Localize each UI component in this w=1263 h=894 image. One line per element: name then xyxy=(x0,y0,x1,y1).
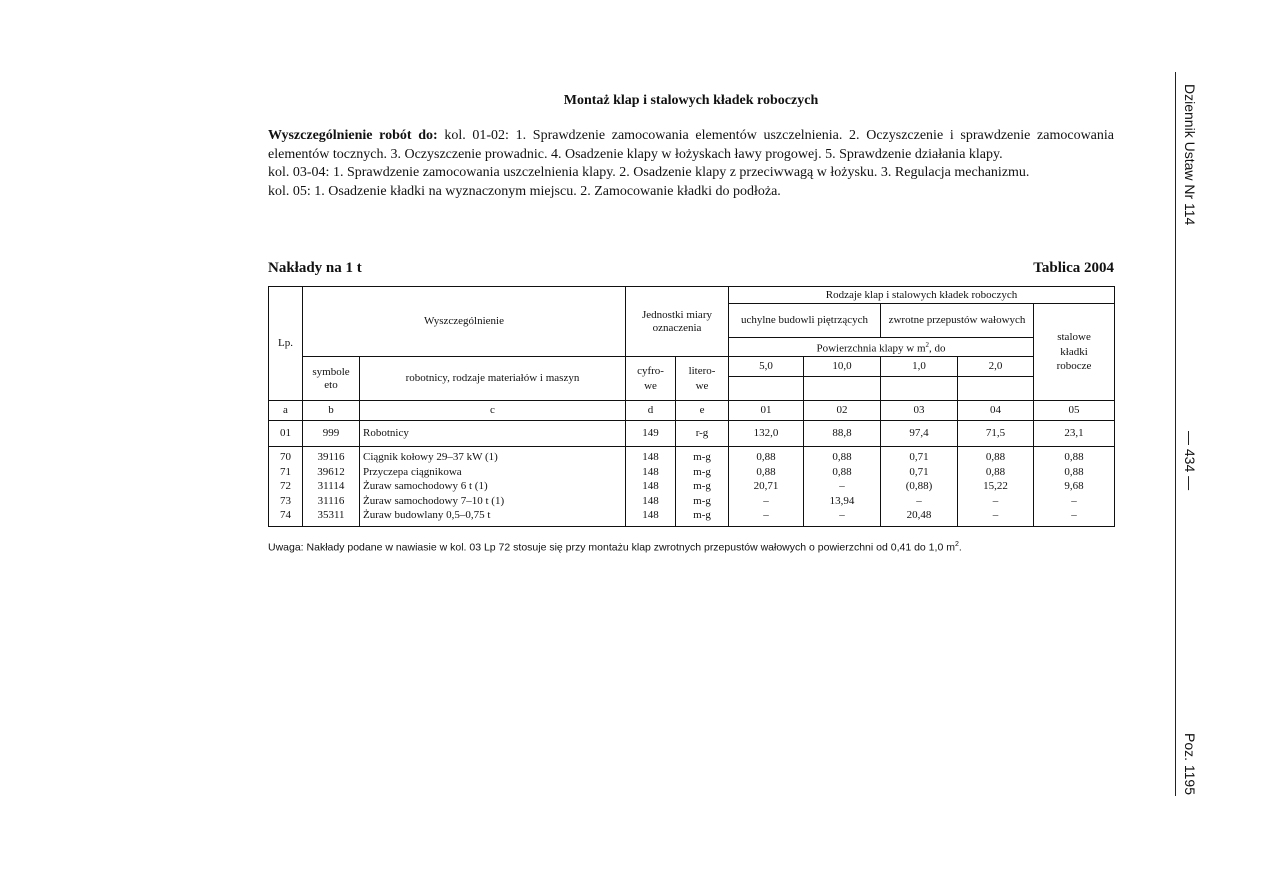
header-stalowe: stalowe kładki robocze xyxy=(1034,304,1115,401)
header-jednostki: Jednostki miary oznaczenia xyxy=(626,287,729,357)
machine-col-01: 0,88 0,88 20,71 – – xyxy=(729,447,804,527)
table-cell: r-g xyxy=(676,421,729,447)
table-cell: 97,4 xyxy=(881,421,958,447)
col-letter: b xyxy=(303,401,360,421)
header-uchylne: uchylne budowli piętrzących xyxy=(729,304,881,338)
machines-block xyxy=(269,447,1115,527)
machine-symbol-column: 39116 39612 31114 31116 35311 xyxy=(303,447,360,527)
col-letter: a xyxy=(269,401,303,421)
header-zwrotne: zwrotne przepustów wałowych xyxy=(881,304,1034,338)
header-row-4 xyxy=(269,357,1115,377)
table-cell: 71,5 xyxy=(958,421,1034,447)
table-cell: 01 xyxy=(269,421,303,447)
header-spacer xyxy=(958,377,1034,401)
header-lp: Lp. xyxy=(269,287,303,401)
machine-col-04: 0,88 0,88 15,22 – – xyxy=(958,447,1034,527)
table-cell: 23,1 xyxy=(1034,421,1115,447)
col-letter: 02 xyxy=(804,401,881,421)
machine-name-column: Ciągnik kołowy 29–37 kW (1) Przyczepa ciągnikowa Żuraw samochodowy 6 t (1) Żuraw samochodowy 7–10 t (1) Żuraw budowlany 0,5–0,75 t xyxy=(360,447,626,527)
header-area-2: 10,0 xyxy=(804,357,881,377)
description-line-2: kol. 03-04: 1. Sprawdzenie zamocowania uszczelnienia klapy. 2. Osadzenie klapy z przeciwwagą w łożysku. 3. Regulacja mechanizmu. xyxy=(268,165,1030,180)
table-cell: 149 xyxy=(626,421,676,447)
table-cell: 88,8 xyxy=(804,421,881,447)
header-area-4: 2,0 xyxy=(958,357,1034,377)
machine-cyfrowe-column: 148 148 148 148 148 xyxy=(626,447,676,527)
column-letters-row xyxy=(269,401,1115,421)
header-row-1 xyxy=(269,287,1115,304)
description-line-3: kol. 05: 1. Osadzenie kładki na wyznaczonym miejscu. 2. Zamocowanie kładki do podłoża. xyxy=(268,183,781,199)
table-number: Tablica 2004 xyxy=(1033,260,1114,276)
col-letter: e xyxy=(676,401,729,421)
table-cell: 132,0 xyxy=(729,421,804,447)
header-spacer xyxy=(804,377,881,401)
header-cyfrowe: cyfro- we xyxy=(626,357,676,401)
header-area-1: 5,0 xyxy=(729,357,804,377)
labor-row xyxy=(269,421,1115,447)
sidebar-journal: Dziennik Ustaw Nr 114 xyxy=(1182,84,1198,226)
header-spacer xyxy=(729,377,804,401)
header-spacer xyxy=(881,377,958,401)
col-letter: 01 xyxy=(729,401,804,421)
header-rodzaje: Rodzaje klap i stalowych kładek roboczych xyxy=(729,287,1115,304)
sidebar-page-number: — 434 — xyxy=(1182,431,1198,491)
table-cell: 999 xyxy=(303,421,360,447)
machine-lp-column: 70 71 72 73 74 xyxy=(269,447,303,527)
header-area-3: 1,0 xyxy=(881,357,958,377)
description-label: Wyszczególnienie robót do: xyxy=(268,128,438,143)
work-description xyxy=(268,127,1114,201)
subheading-row xyxy=(268,260,1114,277)
col-letter: d xyxy=(626,401,676,421)
document-title: Montaż klap i stalowych kładek roboczych xyxy=(563,93,819,108)
header-powierzchnia: Powierzchnia klapy w $m^2$, do xyxy=(729,338,1034,357)
col-letter: 05 xyxy=(1034,401,1115,421)
header-wyszczegolnienie: Wyszczególnienie xyxy=(303,287,626,357)
table-note: Uwaga: Nakłady podane w nawiasie w kol. 03 Lp 72 stosuje się przy montażu klap zwrotnych przepustów wałowych o powierzchni od 0,41 do 1,0 $m^2$. xyxy=(268,541,962,554)
table-cell: Robotnicy xyxy=(360,421,626,447)
header-symbole: symbole eto xyxy=(303,357,360,401)
description-line-1: Wyszczególnienie robót do: kol. 01-02: 1. Sprawdzenie zamocowania elementów uszczelnienia. 2. Oczyszczenie i sprawdzenie zamocowania elementów tocznych. 3. Oczyszczenie prowadnic. 4. Osadzenie klapy w łożyskach ławy progowej. 5. Sprawdzenie działania klapy. xyxy=(268,128,1114,162)
sidebar-rule xyxy=(1175,72,1176,796)
sidebar-position: Poz. 1195 xyxy=(1182,733,1198,796)
col-letter: 04 xyxy=(958,401,1034,421)
machine-col-05: 0,88 0,88 9,68 – – xyxy=(1034,447,1115,527)
col-letter: c xyxy=(360,401,626,421)
machine-col-03: 0,71 0,71 (0,88) – 20,48 xyxy=(881,447,958,527)
header-robotnicy: robotnicy, rodzaje materiałów i maszyn xyxy=(360,357,626,401)
norms-table xyxy=(268,286,1115,527)
subheading-naklady: Nakłady na 1 t xyxy=(268,260,362,276)
col-letter: 03 xyxy=(881,401,958,421)
machine-unit-column: m-g m-g m-g m-g m-g xyxy=(676,447,729,527)
header-literowe: litero- we xyxy=(676,357,729,401)
machine-col-02: 0,88 0,88 – 13,94 – xyxy=(804,447,881,527)
